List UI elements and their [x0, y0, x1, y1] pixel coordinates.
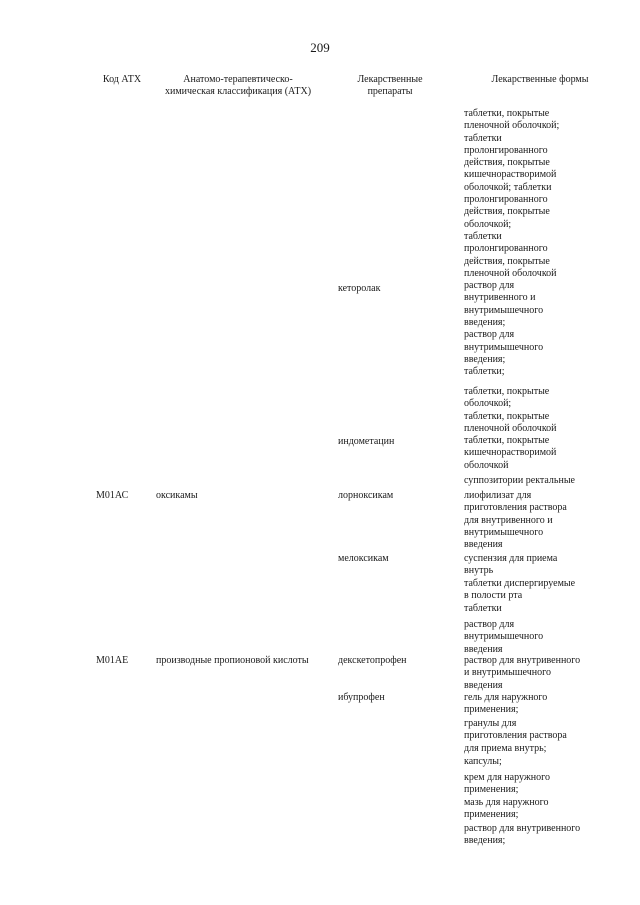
- form-line: кишечнорастворимой: [464, 447, 557, 459]
- form-line: пленочной оболочкой;: [464, 120, 560, 132]
- form-line: раствор для внутривенного: [464, 655, 581, 666]
- form-line: применения;: [464, 784, 519, 796]
- form-line: и внутримышечного: [464, 667, 551, 679]
- form-line: оболочкой; таблетки: [464, 181, 552, 193]
- forms-indometacin: [464, 386, 614, 472]
- form-line: гранулы для: [464, 718, 517, 729]
- forms-meloxicam-suspension: [464, 553, 614, 578]
- drug-ketorolac: кеторолак: [338, 283, 381, 294]
- form-line: внутримышечного: [464, 631, 544, 643]
- header-classification-line2: химическая классификация (АТХ): [164, 86, 312, 97]
- form-line: введения;: [464, 353, 506, 365]
- form-line: в полости рта: [464, 590, 523, 602]
- form-line: пленочной оболочкой: [464, 422, 557, 434]
- form-line: внутрь: [464, 565, 494, 577]
- form-line: раствор для: [464, 280, 515, 292]
- form-line: пролонгированного: [464, 194, 548, 206]
- form-line: таблетки;: [464, 366, 505, 378]
- form-line: внутривенного и: [464, 292, 536, 304]
- page-number: 209: [310, 40, 330, 55]
- form-line: таблетки, покрытые: [464, 410, 550, 422]
- form-line: раствор для: [464, 329, 515, 341]
- form-line: действия, покрытые: [464, 206, 550, 218]
- form-line: введения;: [464, 835, 506, 847]
- form-line: введения;: [464, 317, 506, 329]
- header-code: Код АТХ: [102, 74, 142, 85]
- form-line: таблетки, покрытые: [464, 386, 550, 397]
- forms-ibuprofen-cream: [464, 772, 614, 797]
- forms-ibuprofen-ointment: [464, 797, 614, 822]
- form-line: оболочкой;: [464, 218, 512, 230]
- form-line: для приема внутрь;: [464, 742, 547, 754]
- forms-ketorolac: [464, 108, 614, 379]
- form-line: для внутривенного и: [464, 514, 553, 526]
- header-drugs: [340, 74, 440, 98]
- forms-lornoxicam: [464, 490, 614, 551]
- forms-ibuprofen-solution: [464, 823, 614, 848]
- form-line: пролонгированного: [464, 144, 548, 156]
- atx-class-propionic: производные пропионовой кислоты: [156, 655, 309, 666]
- form-line: кишечнорастворимой: [464, 169, 557, 181]
- forms-dexketoprofen: [464, 655, 614, 692]
- form-line: действия, покрытые: [464, 255, 550, 267]
- form-line: таблетки диспергируемые: [464, 578, 576, 589]
- forms-ibuprofen-capsules: [464, 756, 614, 768]
- form-line: раствор для внутривенного: [464, 823, 581, 834]
- form-line: введения: [464, 643, 503, 655]
- form-line: внутримышечного: [464, 304, 544, 316]
- form-line: крем для наружного: [464, 772, 550, 783]
- form-line: внутримышечного: [464, 526, 544, 538]
- drug-lornoxicam: лорноксикам: [338, 490, 394, 501]
- atx-code-m01ac: М01АС: [96, 490, 129, 501]
- header-forms: Лекарственные формы: [491, 74, 589, 85]
- drug-ibuprofen: ибупрофен: [338, 692, 385, 703]
- drug-meloxicam: мелоксикам: [338, 553, 389, 564]
- header-classification-line1: Анатомо-терапевтическо-: [183, 74, 293, 85]
- form-line: суппозитории ректальные: [464, 475, 575, 486]
- form-line: мазь для наружного: [464, 797, 549, 808]
- form-line: введения: [464, 539, 503, 551]
- form-line: пленочной оболочкой: [464, 267, 557, 279]
- form-line: действия, покрытые: [464, 157, 550, 169]
- header-drugs-line1: Лекарственные: [357, 74, 423, 85]
- form-line: суспензия для приема: [464, 553, 558, 564]
- atx-class-oxicams: оксикамы: [156, 490, 198, 501]
- form-line: гель для наружного: [464, 692, 548, 703]
- forms-meloxicam-dispersible: [464, 578, 614, 603]
- form-line: введения: [464, 679, 503, 691]
- form-line: оболочкой: [464, 459, 509, 471]
- form-line: капсулы;: [464, 756, 502, 767]
- form-line: приготовления раствора: [464, 730, 567, 742]
- forms-indometacin-suppositories: [464, 475, 614, 487]
- forms-meloxicam-tablets: [464, 603, 614, 615]
- form-line: таблетки: [464, 230, 502, 242]
- header-classification: [158, 74, 318, 98]
- form-line: применения;: [464, 704, 519, 716]
- drug-indometacin: индометацин: [338, 436, 395, 447]
- atx-code-m01ae: М01АЕ: [96, 655, 129, 666]
- form-line: внутримышечного: [464, 341, 544, 353]
- header-drugs-line2: препараты: [367, 86, 413, 97]
- form-line: лиофилизат для: [464, 490, 532, 501]
- forms-ibuprofen-granules: [464, 718, 614, 755]
- form-line: оболочкой;: [464, 398, 512, 410]
- forms-meloxicam-solution: [464, 619, 614, 656]
- forms-ibuprofen-gel: [464, 692, 614, 717]
- form-line: приготовления раствора: [464, 502, 567, 514]
- form-line: таблетки: [464, 132, 502, 144]
- form-line: раствор для: [464, 619, 515, 630]
- form-line: таблетки, покрытые: [464, 435, 550, 447]
- form-line: таблетки, покрытые: [464, 108, 550, 119]
- form-line: таблетки: [464, 603, 502, 614]
- form-line: применения;: [464, 809, 519, 821]
- form-line: пролонгированного: [464, 243, 548, 255]
- drug-dexketoprofen: декскетопрофен: [338, 655, 407, 666]
